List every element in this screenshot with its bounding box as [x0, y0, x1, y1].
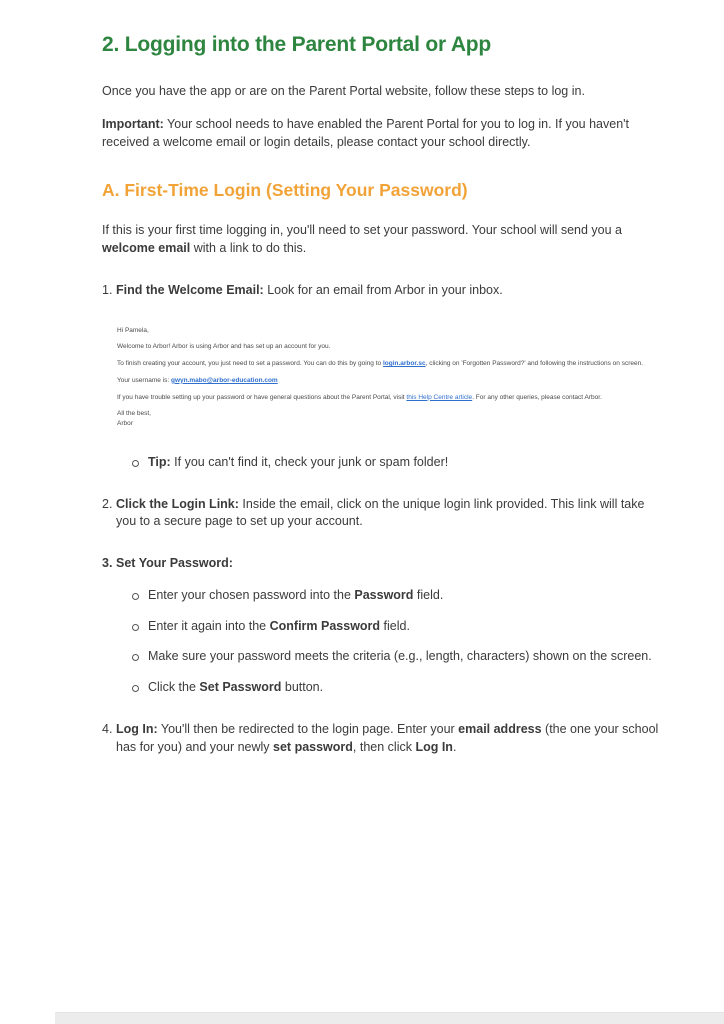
- text-segment: To finish creating your account, you just need to set a password. You can do this by going to: [117, 360, 383, 367]
- bullet-marker: [132, 685, 139, 692]
- text-segment: If you have trouble setting up your password or have general questions about the Parent Portal, visit: [117, 393, 407, 401]
- bullet-marker: [132, 593, 139, 600]
- text-segment: Click the: [148, 680, 200, 694]
- subsection-heading: A. First-Time Login (Setting Your Password): [102, 180, 468, 201]
- password-bullet-text: [148, 587, 443, 605]
- criteria-bullet-text: [148, 648, 652, 666]
- text-segment: If this is your first time logging in, you'll need to set your password. Your school will send you a: [102, 223, 623, 238]
- text-segment: Important:: [102, 116, 164, 131]
- email-link[interactable]: login.arbor.sc: [382, 360, 426, 367]
- tip-bullet: [132, 454, 668, 472]
- text-segment: . For any other queries, please contact Arbor.: [472, 393, 602, 401]
- text-segment: Set Password: [199, 680, 282, 694]
- text-segment: with a link to do this.: [190, 241, 307, 255]
- text-segment: field.: [413, 587, 444, 602]
- text-segment: Password: [354, 587, 414, 602]
- text-segment: Hi Pamela,: [117, 326, 149, 334]
- text-segment: Inside the email, click on the unique login link provided. This link will take you to a secure page to set up your account.: [116, 496, 645, 529]
- text-segment: button.: [281, 680, 324, 694]
- text-segment: Make sure your password meets the criteria (e.g., length, characters) shown on the screen.: [148, 649, 652, 664]
- text-segment: welcome email: [102, 241, 191, 255]
- scan-page-edge: [55, 1012, 724, 1024]
- bullet-marker: [132, 460, 139, 467]
- tip-text: [148, 454, 448, 472]
- text-segment: Your school needs to have enabled the Parent Portal for you to log in. If you haven't received a welcome email or login details, please contact your school directly.: [102, 116, 630, 149]
- set-password-bullet: [132, 679, 668, 697]
- text-segment: Look for an email from Arbor in your inbox.: [263, 282, 503, 297]
- email-signature-line: [117, 419, 675, 429]
- email-link[interactable]: this Help Centre article: [406, 393, 473, 401]
- email-welcome-line: [117, 342, 675, 352]
- step-4-text: [116, 721, 668, 757]
- section-heading: 2. Logging into the Parent Portal or App: [102, 33, 492, 56]
- text-segment: Log In: [415, 739, 453, 754]
- step-3: [102, 555, 668, 573]
- step-3-text: [116, 555, 668, 573]
- bullet-marker: [132, 624, 139, 631]
- step-3-number: 3.: [102, 556, 113, 570]
- text-segment: You'll then be redirected to the login page. Enter your: [157, 721, 459, 736]
- text-segment: Confirm Password: [269, 618, 381, 633]
- text-segment: Find the Welcome Email:: [116, 282, 264, 297]
- text-segment: Click the Login Link:: [116, 496, 239, 511]
- text-segment: , then click: [352, 739, 416, 754]
- email-username-line: [117, 376, 675, 386]
- set-password-bullet-text: [148, 679, 323, 697]
- step-3-bullets: [102, 587, 668, 697]
- step-1-number: 1.: [102, 282, 113, 297]
- text-segment: email address: [458, 721, 542, 736]
- step-1-text: [116, 282, 668, 300]
- text-segment: set password: [273, 739, 353, 754]
- text-segment: Welcome to Arbor! Arbor is using Arbor and has set up an account for you.: [117, 343, 331, 351]
- intro-paragraph: Once you have the app or are on the Parent Portal website, follow these steps to log in.: [102, 84, 585, 98]
- important-note: [102, 116, 668, 152]
- welcome-email-screenshot: [117, 326, 675, 429]
- text-segment: Tip:: [148, 454, 171, 469]
- text-segment: Arbor: [117, 420, 133, 427]
- step-1: [102, 282, 668, 300]
- step-2-text: [116, 496, 668, 532]
- criteria-bullet: [132, 648, 668, 666]
- step-2: [102, 496, 668, 532]
- step-2-number: 2.: [102, 496, 113, 511]
- text-segment: Enter it again into the: [148, 618, 270, 633]
- bullet-marker: [132, 654, 139, 661]
- email-help-line: [117, 393, 675, 403]
- password-bullet: [132, 587, 668, 605]
- text-segment: field.: [380, 618, 410, 633]
- step-4: [102, 721, 668, 757]
- email-link[interactable]: gwyn.mabo@arbor-education.com: [170, 376, 278, 384]
- text-segment: .: [452, 739, 457, 754]
- text-segment: Enter your chosen password into the: [148, 587, 355, 602]
- email-greeting-line: [117, 326, 675, 336]
- text-segment: Set Your Password:: [116, 556, 233, 570]
- step-4-number: 4.: [102, 721, 113, 736]
- first-time-intro: [102, 222, 668, 258]
- text-segment: (the one your school has for you) and your newly: [116, 721, 659, 754]
- text-segment: If you can't find it, check your junk or spam folder!: [170, 454, 449, 469]
- confirm-password-bullet: [132, 618, 668, 636]
- email-instructions-line: [117, 359, 675, 369]
- text-segment: Your username is:: [117, 376, 171, 384]
- text-segment: , clicking on 'Forgotten Password?' and following the instructions on screen.: [425, 360, 644, 367]
- email-signoff-line: [117, 409, 675, 419]
- text-segment: Log In:: [116, 721, 158, 736]
- text-segment: All the best,: [117, 410, 151, 418]
- confirm-password-bullet-text: [148, 618, 410, 636]
